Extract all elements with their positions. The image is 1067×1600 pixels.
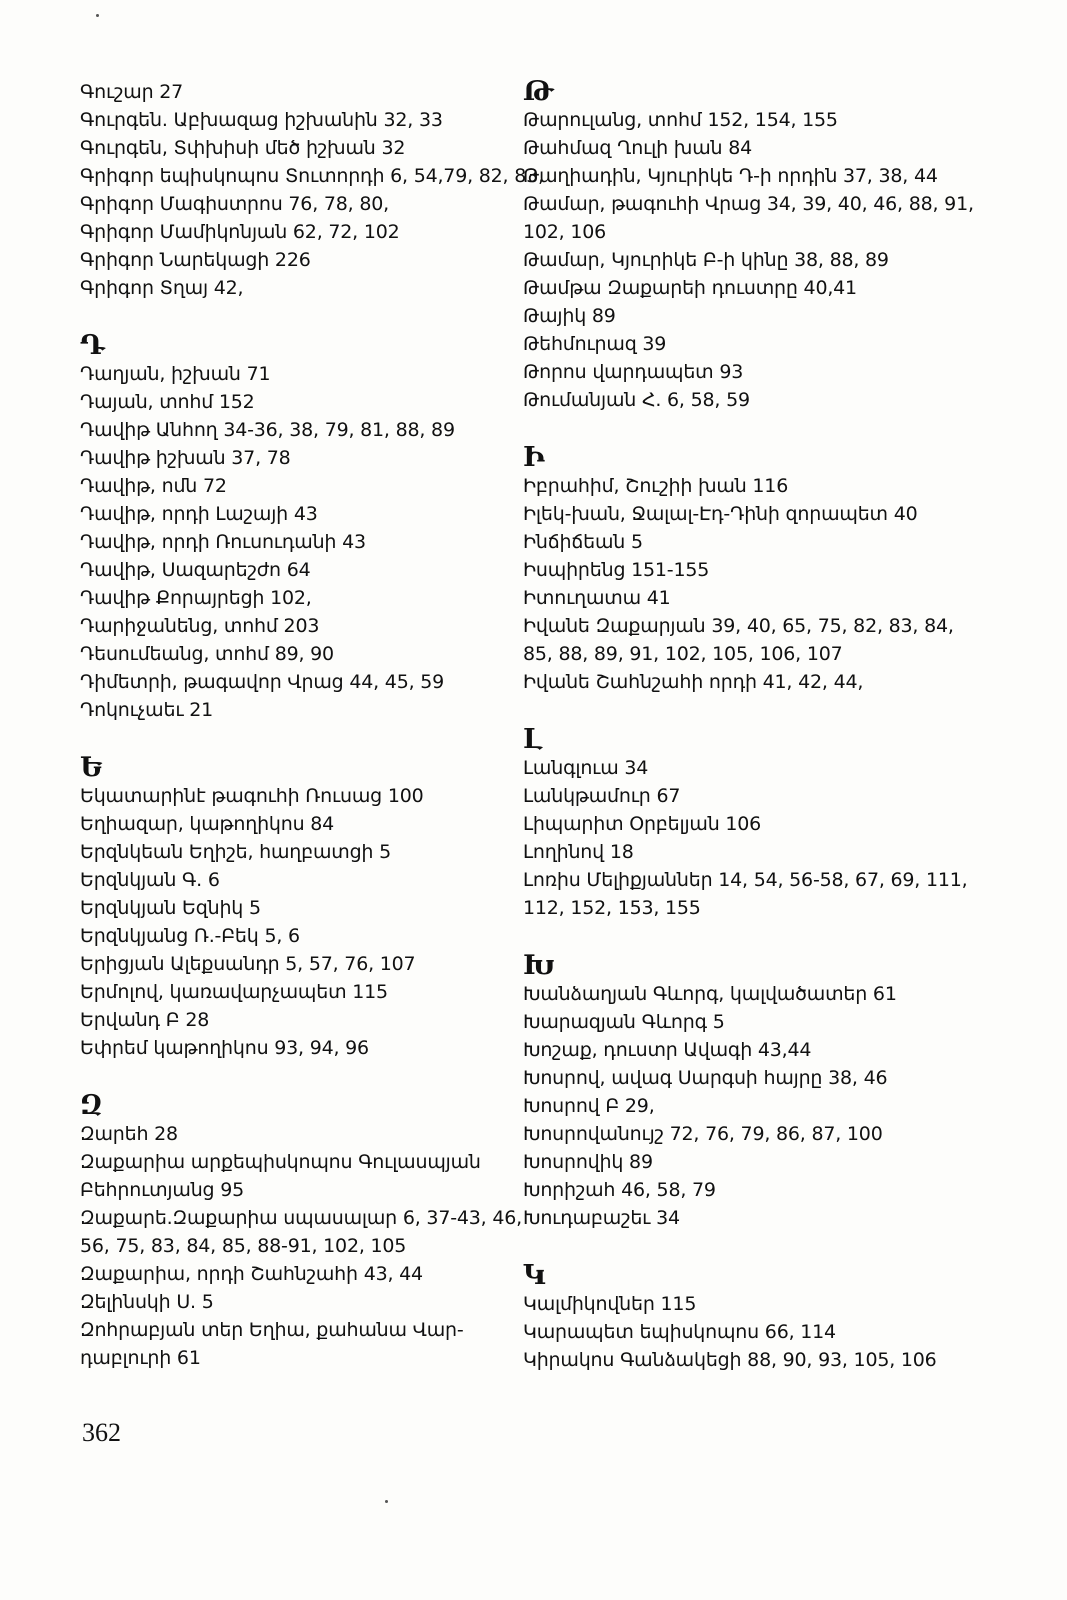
index-entry: Խոշաք, դուստր Ավագի 43,44 xyxy=(523,1039,812,1061)
scan-speck xyxy=(385,1500,388,1503)
index-entry: Խուդաբաշեւ 34 xyxy=(523,1207,680,1229)
index-entry: Իսպիրենց 151-155 xyxy=(523,559,710,581)
index-entry: Եկատարինէ թագուհի Ռուսաց 100 xyxy=(80,785,424,807)
entry-list xyxy=(523,106,993,414)
entry-list xyxy=(523,754,993,922)
index-entry: Երվանդ Բ 28 xyxy=(80,1009,210,1031)
index-entry: Խարազյան Գևորգ 5 xyxy=(523,1011,725,1033)
index-entry: Դավիթ իշխան 37, 78 xyxy=(80,447,291,469)
section-letter: Լ xyxy=(523,724,543,755)
index-entry: Դավիթ Անհող 34-36, 38, 79, 81, 88, 89 xyxy=(80,419,455,441)
index-column-left xyxy=(80,78,544,1372)
index-entry: Դավիթ Քորայրեցի 102, xyxy=(80,587,312,609)
index-entry: Դոկուչաեւ 21 xyxy=(80,699,214,721)
index-entry: Գրիգոր եպիսկոպոս Տուտորդի 6, 54,79, 82, 83, xyxy=(80,165,544,187)
index-entry: Զաքարիա, որդի Շահնշահի 43, 44 xyxy=(80,1263,423,1285)
index-entry: Զարեհ 28 xyxy=(80,1123,178,1145)
index-entry: Թորոս վարդապետ 93 xyxy=(523,361,744,383)
index-entry: Դիմետրի, թագավոր Վրաց 44, 45, 59 xyxy=(80,671,445,693)
index-entry: Զոհրաբյան տեր Եղիա, քահանա Վար- xyxy=(80,1319,464,1341)
index-entry: Թամար, թագուհի Վրաց 34, 39, 40, 46, 88, 91, xyxy=(523,193,974,215)
index-entry: Դավիթ, որդի Ռուսուդանի 43 xyxy=(80,531,366,553)
index-entry: Թարուլանց, տոհմ 152, 154, 155 xyxy=(523,109,838,131)
index-entry: Լանկթամուր 67 xyxy=(523,785,681,807)
index-section-za xyxy=(80,1092,520,1372)
index-entry: Եփրեմ կաթողիկոս 93, 94, 96 xyxy=(80,1037,369,1059)
index-entry: Թումանյան Հ. 6, 58, 59 xyxy=(523,389,750,411)
entry-list xyxy=(80,360,520,724)
entry-list xyxy=(80,782,520,1062)
index-entry: Երզնկյան Գ. 6 xyxy=(80,869,220,891)
index-entry: Կարապետ եպիսկոպոս 66, 114 xyxy=(523,1321,836,1343)
index-entry: Գրիգոր Նարեկացի 226 xyxy=(80,249,311,271)
index-entry: Թայիկ 89 xyxy=(523,305,616,327)
index-entry: 85, 88, 89, 91, 102, 105, 106, 107 xyxy=(523,643,843,665)
index-section-yech xyxy=(80,754,520,1062)
index-entry: Բեհրուտյանց 95 xyxy=(80,1179,244,1201)
index-entry: Դայան, տոհմ 152 xyxy=(80,391,255,413)
section-letter: Զ xyxy=(80,1090,103,1121)
index-entry: Դարիջանենց, տոհմ 203 xyxy=(80,615,320,637)
index-entry: Լանգլուա 34 xyxy=(523,757,649,779)
index-entry: Իլեկ-խան, Ջալալ-Էդ-Դինի զորապետ 40 xyxy=(523,503,918,525)
index-entry: Զաքարե.Զաքարիա սպասալար 6, 37-43, 46, xyxy=(80,1207,522,1229)
index-entry: 102, 106 xyxy=(523,221,607,243)
index-entry: Թամթա Զաքարեի դուստրը 40,41 xyxy=(523,277,857,299)
index-entry: Իվանե Շահնշահի որդի 41, 42, 44, xyxy=(523,671,864,693)
entry-list xyxy=(80,1120,520,1372)
index-entry: Խոսրովանույշ 72, 76, 79, 86, 87, 100 xyxy=(523,1123,883,1145)
index-entry: Դեսումեանց, տոհմ 89, 90 xyxy=(80,643,334,665)
index-entry: Կալմիկովներ 115 xyxy=(523,1293,697,1315)
index-entry: Իվանե Զաքարյան 39, 40, 65, 75, 82, 83, 84, xyxy=(523,615,954,637)
index-entry: Դավիթ, Սազարեշժո 64 xyxy=(80,559,311,581)
index-section-khe xyxy=(523,952,993,1232)
page-number: 362 xyxy=(82,1418,121,1447)
index-entry: Եղիազար, կաթողիկոս 84 xyxy=(80,813,335,835)
index-section-to xyxy=(523,78,993,414)
index-entry: Գուրգեն, Տփխիսի մեծ իշխան 32 xyxy=(80,137,406,159)
section-letter: Խ xyxy=(523,950,556,981)
index-entry: Խորիշահ 46, 58, 79 xyxy=(523,1179,716,1201)
index-entry: Երիցյան Ալեքսանդր 5, 57, 76, 107 xyxy=(80,953,416,975)
index-entry: Թամար, Կյուրիկե Բ-ի կինը 38, 88, 89 xyxy=(523,249,889,271)
index-entry: 112, 152, 153, 155 xyxy=(523,897,701,919)
index-entry: Գուրգեն. Աբխազաց իշխանին 32, 33 xyxy=(80,109,443,131)
index-section-gim xyxy=(80,78,544,302)
index-entry: Թահմազ Ղուլի խան 84 xyxy=(523,137,752,159)
entry-list xyxy=(80,78,544,302)
section-letter: Ի xyxy=(523,442,545,473)
index-entry: Թեհմուրազ 39 xyxy=(523,333,667,355)
index-section-ken xyxy=(523,1262,993,1374)
section-letter: Կ xyxy=(523,1260,546,1291)
index-entry: Խոսրով Բ 29, xyxy=(523,1095,655,1117)
index-entry: Դաղյան, իշխան 71 xyxy=(80,363,271,385)
index-entry: Խոսրովիկ 89 xyxy=(523,1151,653,1173)
index-entry: Գրիգոր Տղայ 42, xyxy=(80,277,244,299)
section-letter: Թ xyxy=(523,76,554,107)
index-entry: Լոռիս Մելիքյաններ 14, 54, 56-58, 67, 69, 111, xyxy=(523,869,968,891)
index-entry: դաբլուրի 61 xyxy=(80,1347,201,1369)
index-section-ini xyxy=(523,444,993,696)
index-column-right xyxy=(523,78,993,1374)
index-entry: Գրիգոր Մամիկոնյան 62, 72, 102 xyxy=(80,221,400,243)
index-entry: Զելինսկի Ս. 5 xyxy=(80,1291,214,1313)
section-letter: Դ xyxy=(80,330,105,361)
index-entry: Երզնկեան Եղիշե, հաղբատցի 5 xyxy=(80,841,391,863)
index-entry: Գրիգոր Մագիստրոս 76, 78, 80, xyxy=(80,193,389,215)
index-entry: Երմոլով, կառավարչապետ 115 xyxy=(80,981,388,1003)
index-entry: Լողինով 18 xyxy=(523,841,634,863)
index-entry: Լիպարիտ Օրբելյան 106 xyxy=(523,813,762,835)
section-letter: Ե xyxy=(80,752,103,783)
index-section-liun xyxy=(523,726,993,922)
index-entry: Դավիթ, որդի Լաշայի 43 xyxy=(80,503,318,525)
index-entry: Դավիթ, ոմն 72 xyxy=(80,475,227,497)
index-entry: Խանձաղյան Գևորգ, կալվածատեր 61 xyxy=(523,983,897,1005)
scan-speck xyxy=(96,14,99,17)
index-entry: Ինճիճեան 5 xyxy=(523,531,643,553)
entry-list xyxy=(523,980,993,1232)
index-entry: Իտուղատա 41 xyxy=(523,587,671,609)
index-entry: Գուշար 27 xyxy=(80,81,184,103)
index-entry: Իբրահիմ, Շուշիի խան 116 xyxy=(523,475,789,497)
index-entry: Երզնկյան Եզնիկ 5 xyxy=(80,897,261,919)
index-entry: 56, 75, 83, 84, 85, 88-91, 102, 105 xyxy=(80,1235,407,1257)
index-entry: Զաքարիա արքեպիսկոպոս Գուլասպյան xyxy=(80,1151,481,1173)
entry-list xyxy=(523,1290,993,1374)
index-entry: Կիրակոս Գանձակեցի 88, 90, 93, 105, 106 xyxy=(523,1349,937,1371)
index-section-da xyxy=(80,332,520,724)
index-entry: Թաղիադին, Կյուրիկե Դ-ի որդին 37, 38, 44 xyxy=(523,165,938,187)
entry-list xyxy=(523,472,993,696)
index-entry: Երզնկյանց Ռ.-Բեկ 5, 6 xyxy=(80,925,300,947)
index-entry: Խոսրով, ավագ Սարգսի հայրը 38, 46 xyxy=(523,1067,888,1089)
